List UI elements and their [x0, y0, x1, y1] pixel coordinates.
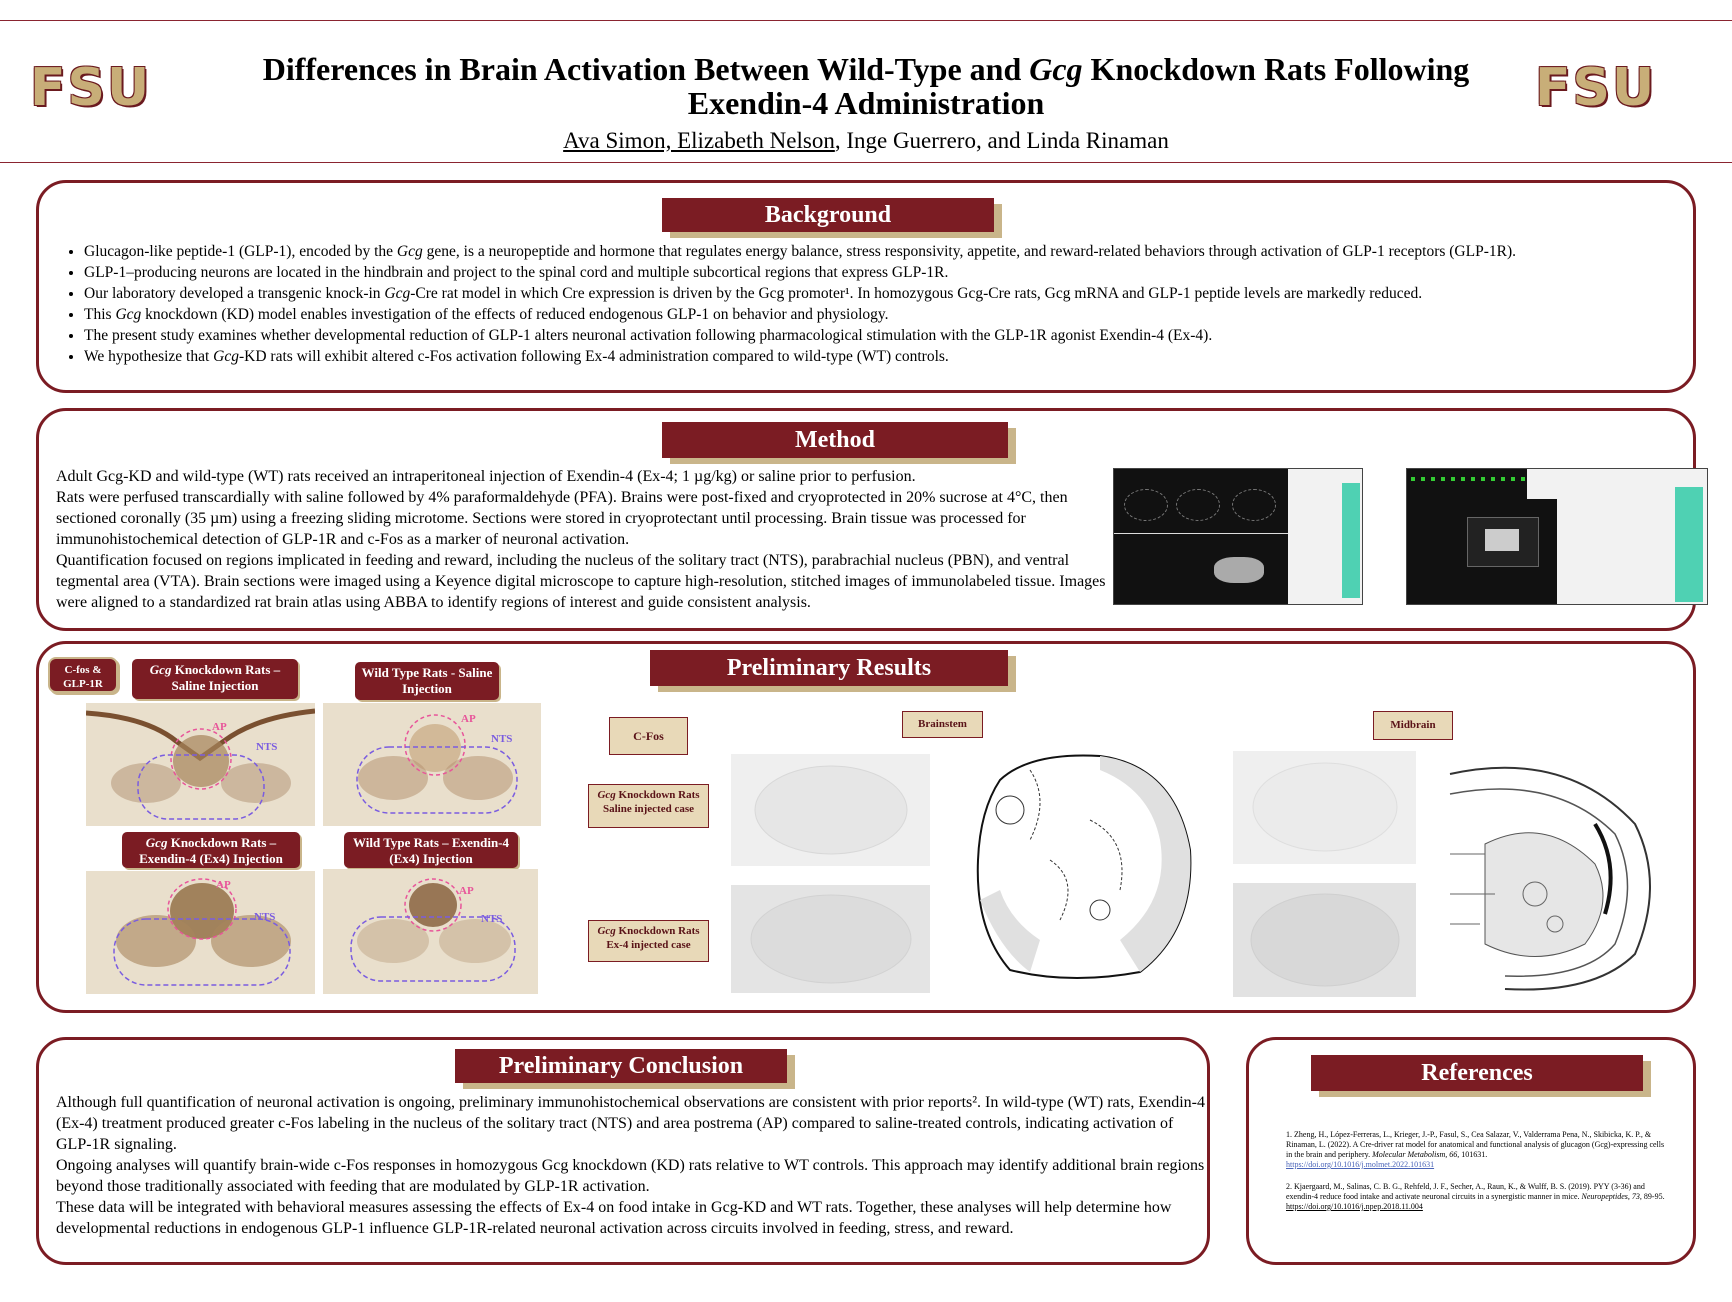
reference-2: 2. Kjaergaard, M., Salinas, C. B. G., Rehfeld, J. F., Secher, A., Raun, K., & Wulff, B. S. (2019). PYY (3-36) and exendin-4 reduce food intake and activate neuronal circuits in a synergistic manner in mice. Neuropeptides, 73, 89-95. https://doi.org/10.1016/j.npep.2018.11.004 — [1286, 1182, 1665, 1211]
header-rule — [0, 162, 1732, 163]
brainstem-label: Brainstem — [902, 711, 983, 738]
background-bullet: • The present study examines whether developmental reduction of GLP-1 alters neuronal activation following pharmacological stimulation with the GLP-1R agonist Exendin-4 (Ex-4). — [84, 325, 1704, 346]
ap-label: AP — [459, 885, 474, 897]
ap-label: AP — [461, 713, 476, 725]
cfos-glp1r-tag: C-fos & GLP-1R — [48, 657, 118, 693]
reference-1: 1. Zheng, H., López-Ferreras, L., Krieger, J.-P., Fasul, S., Cea Salazar, V., Valderrama Pena, N., Skibicka, K. P., & Rinaman, L. (2022). A Cre-driver rat model for anatomical and functional analysis of glucagon (Gcg)-expressing cells in the brain and periphery. Molecular Metabolism, 66, 101631. https://doi.org/10.1016/j.molmet.2022.101631 — [1286, 1130, 1665, 1169]
midbrain-label: Midbrain — [1373, 711, 1453, 740]
brainstem-ex4-section — [731, 885, 930, 993]
nts-label: NTS — [254, 911, 276, 923]
background-bullets — [62, 241, 1704, 367]
midbrain-atlas-diagram — [1445, 754, 1660, 994]
cfos-label: C-Fos — [609, 717, 688, 755]
kd-ex4-label: Gcg Knockdown Rats – Exendin-4 (Ex4) Injection — [122, 832, 300, 868]
nts-label: NTS — [481, 913, 503, 925]
references-heading: References — [1311, 1055, 1643, 1091]
fsu-logo-left: FSU — [30, 58, 152, 118]
ex4-case-label: Gcg Knockdown Rats Ex-4 injected case — [588, 920, 709, 962]
kd-saline-label: Gcg Knockdown Rats – Saline Injection — [132, 659, 298, 699]
conclusion-paragraph: These data will be integrated with behavioral measures assessing the effects of Ex-4 on food intake in Gcg-KD and WT rats. Together, these analyses will help determine how developmental reductions in endogenous GLP-1 influence GLP-1R-related neuronal activation across circuits involved in feeding, stress, and reward. — [56, 1199, 1172, 1237]
conclusion-paragraph: Although full quantification of neuronal activation is ongoing, preliminary immunohistochemical observations are consistent with prior reports². In wild-type (WT) rats, Exendin-4 (Ex-4) treatment produced greater c-Fos labeling in the nucleus of the solitary tract (NTS) and area postrema (AP) compared to saline-treated controls, indicating activation of GLP-1R signaling. — [56, 1094, 1205, 1153]
background-bullet: • We hypothesize that Gcg-KD rats will exhibit altered c-Fos activation following Ex-4 administration compared to wild-type (WT) controls. — [84, 346, 1704, 367]
midbrain-ex4-section — [1233, 883, 1416, 997]
nts-label: NTS — [256, 741, 278, 753]
conclusion-text — [56, 1092, 1206, 1239]
abba-screenshot-2 — [1406, 468, 1708, 605]
wt-ex4-label: Wild Type Rats – Exendin-4 (Ex4) Injection — [344, 832, 518, 868]
method-heading: Method — [662, 422, 1008, 458]
top-rule — [0, 20, 1732, 21]
conclusion-paragraph: Ongoing analyses will quantify brain-wide c-Fos responses in homozygous Gcg knockdown (KD) rats relative to WT controls. This approach may identify additional brain regions beyond those traditionally associated with feeding that are modulated by GLP-1R activation. — [56, 1157, 1205, 1195]
nts-label: NTS — [491, 733, 513, 745]
authors: Ava Simon, Elizabeth Nelson, Inge Guerrero, and Linda Rinaman — [563, 128, 1169, 153]
fsu-logo-right: FSU — [1535, 58, 1657, 118]
poster-title: Differences in Brain Activation Between Wild-Type and Gcg Knockdown Rats Following Exendin-4 Administration — [262, 51, 1470, 121]
saline-case-label: Gcg Knockdown Rats Saline injected case — [588, 784, 709, 828]
results-heading: Preliminary Results — [650, 650, 1008, 686]
midbrain-saline-section — [1233, 751, 1416, 864]
method-paragraph: Quantification focused on regions implicated in feeding and reward, including the nucleus of the solitary tract (NTS), parabrachial nucleus (PBN), and ventral tegmental area (VTA). Brain sections were imaged using a Keyence digital microscope to capture high-resolution, stitched images of immunolabeled tissue. Images were aligned to a standardized rat brain atlas using ABBA to identify regions of interest and guide consistent analysis. — [56, 552, 1106, 611]
abba-screenshot-1 — [1113, 468, 1363, 605]
brainstem-saline-section — [731, 754, 930, 866]
brainstem-atlas-diagram — [970, 750, 1200, 982]
reference-1-link[interactable]: https://doi.org/10.1016/j.molmet.2022.101631 — [1286, 1160, 1435, 1169]
wt-saline-label: Wild Type Rats - Saline Injection — [355, 662, 499, 700]
ihc-kd-ex4-image — [86, 871, 315, 994]
method-text — [56, 466, 1114, 613]
background-bullet: • Our laboratory developed a transgenic knock-in Gcg-Cre rat model in which Cre expression is driven by the Gcg promoter¹. In homozygous Gcg-Cre rats, Gcg mRNA and GLP-1 peptide levels are markedly reduced. — [84, 283, 1704, 304]
ihc-kd-saline-image — [86, 703, 315, 826]
ap-label: AP — [212, 721, 227, 733]
ap-label: AP — [216, 879, 231, 891]
method-paragraph: Adult Gcg-KD and wild-type (WT) rats received an intraperitoneal injection of Exendin-4 (Ex-4; 1 µg/kg) or saline prior to perfusion. — [56, 468, 916, 485]
ihc-wt-saline-image — [323, 703, 541, 826]
reference-2-link[interactable]: https://doi.org/10.1016/j.npep.2018.11.004 — [1286, 1202, 1423, 1211]
background-bullet: • Glucagon-like peptide-1 (GLP-1), encoded by the Gcg gene, is a neuropeptide and hormone that regulates energy balance, stress responsivity, appetite, and reward-related behaviors through activation of GLP-1 receptors (GLP-1R). — [84, 241, 1704, 262]
ihc-wt-ex4-image — [323, 869, 538, 994]
method-paragraph: Rats were perfused transcardially with saline followed by 4% paraformaldehyde (PFA). Brains were post-fixed and cryoprotected in 20% sucrose at 4°C, then sectioned coronally (35 µm) using a freezing sliding microtome. Sections were stored in cryoprotectant until processing. Brain tissue was processed for immunohistochemical detection of GLP-1R and c-Fos as a marker of neuronal activation. — [56, 489, 1068, 548]
background-bullet: • GLP-1–producing neurons are located in the hindbrain and project to the spinal cord and multiple subcortical regions that express GLP-1R. — [84, 262, 1704, 283]
background-bullet: • This Gcg knockdown (KD) model enables investigation of the effects of reduced endogenous GLP-1 on behavior and physiology. — [84, 304, 1704, 325]
background-heading: Background — [662, 198, 994, 232]
conclusion-heading: Preliminary Conclusion — [455, 1049, 787, 1083]
